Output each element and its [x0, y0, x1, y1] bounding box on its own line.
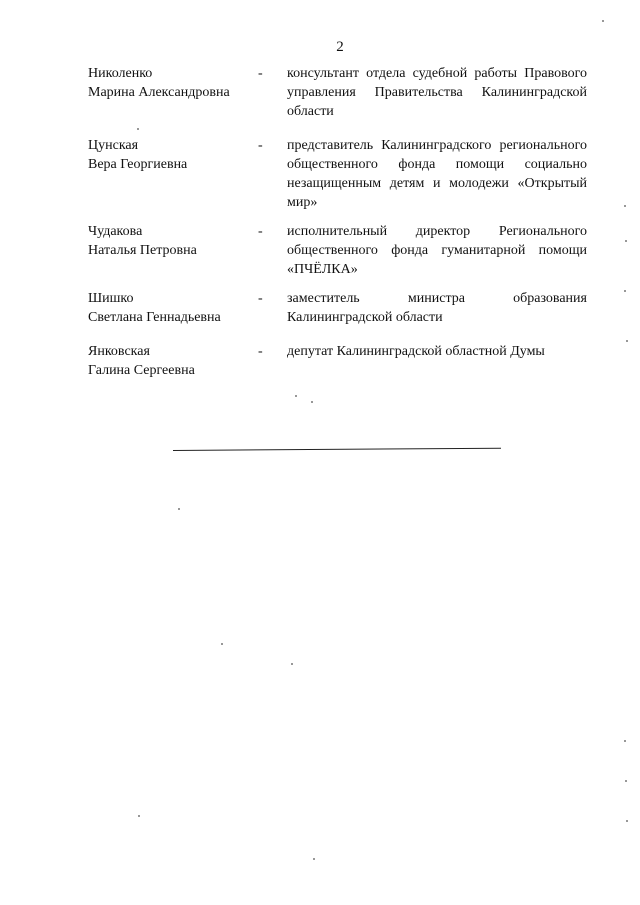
member-surname: Шишко: [88, 291, 134, 306]
member-role: заместитель министра образования Калининградской области: [287, 291, 587, 325]
member-name: [88, 64, 253, 102]
member-name: [88, 289, 253, 327]
scan-speck: [624, 740, 626, 742]
scan-speck: [311, 401, 313, 403]
scan-speck: [624, 205, 626, 207]
member-surname: Янковская: [88, 344, 150, 359]
member-role: представитель Калининградского регионального общественного фонда помощи социально незащищенным детям и молодежи «Открытый мир»: [287, 138, 587, 210]
scan-speck: [626, 340, 628, 342]
scan-speck: [313, 858, 315, 860]
member-role: исполнительный директор Регионального общественного фонда гуманитарной помощи «ПЧЁЛКА»: [287, 224, 587, 277]
member-role: консультант отдела судебной работы Правового управления Правительства Калининградской области: [287, 66, 587, 119]
member-role: депутат Калининградской областной Думы: [287, 344, 545, 359]
scan-speck: [626, 820, 628, 822]
scan-speck: [138, 815, 140, 817]
member-name: [88, 222, 253, 260]
scan-speck: [291, 663, 293, 665]
separator-dash: -: [258, 344, 263, 359]
scan-speck: [178, 508, 180, 510]
member-surname: Николенко: [88, 66, 153, 81]
scan-speck: [624, 290, 626, 292]
member-given-names: Марина Александровна: [88, 85, 230, 100]
member-surname: Цунская: [88, 138, 139, 153]
separator-dash: -: [258, 138, 263, 153]
scan-speck: [221, 643, 223, 645]
member-given-names: Галина Сергеевна: [88, 363, 195, 378]
member-given-names: Наталья Петровна: [88, 243, 197, 258]
scan-speck: [625, 240, 627, 242]
member-surname: Чудакова: [88, 224, 143, 239]
separator-dash: -: [258, 66, 263, 81]
page-number: 2: [336, 39, 344, 55]
separator-dash: -: [258, 291, 263, 306]
member-given-names: Вера Георгиевна: [88, 157, 188, 172]
scan-speck: [625, 780, 627, 782]
separator-dash: -: [258, 224, 263, 239]
closing-rule: [173, 448, 501, 451]
scan-speck: [137, 128, 139, 130]
member-name: [88, 342, 253, 380]
member-given-names: Светлана Геннадьевна: [88, 310, 221, 325]
scan-speck: [295, 395, 297, 397]
scan-speck: [602, 20, 604, 22]
member-name: [88, 136, 253, 174]
